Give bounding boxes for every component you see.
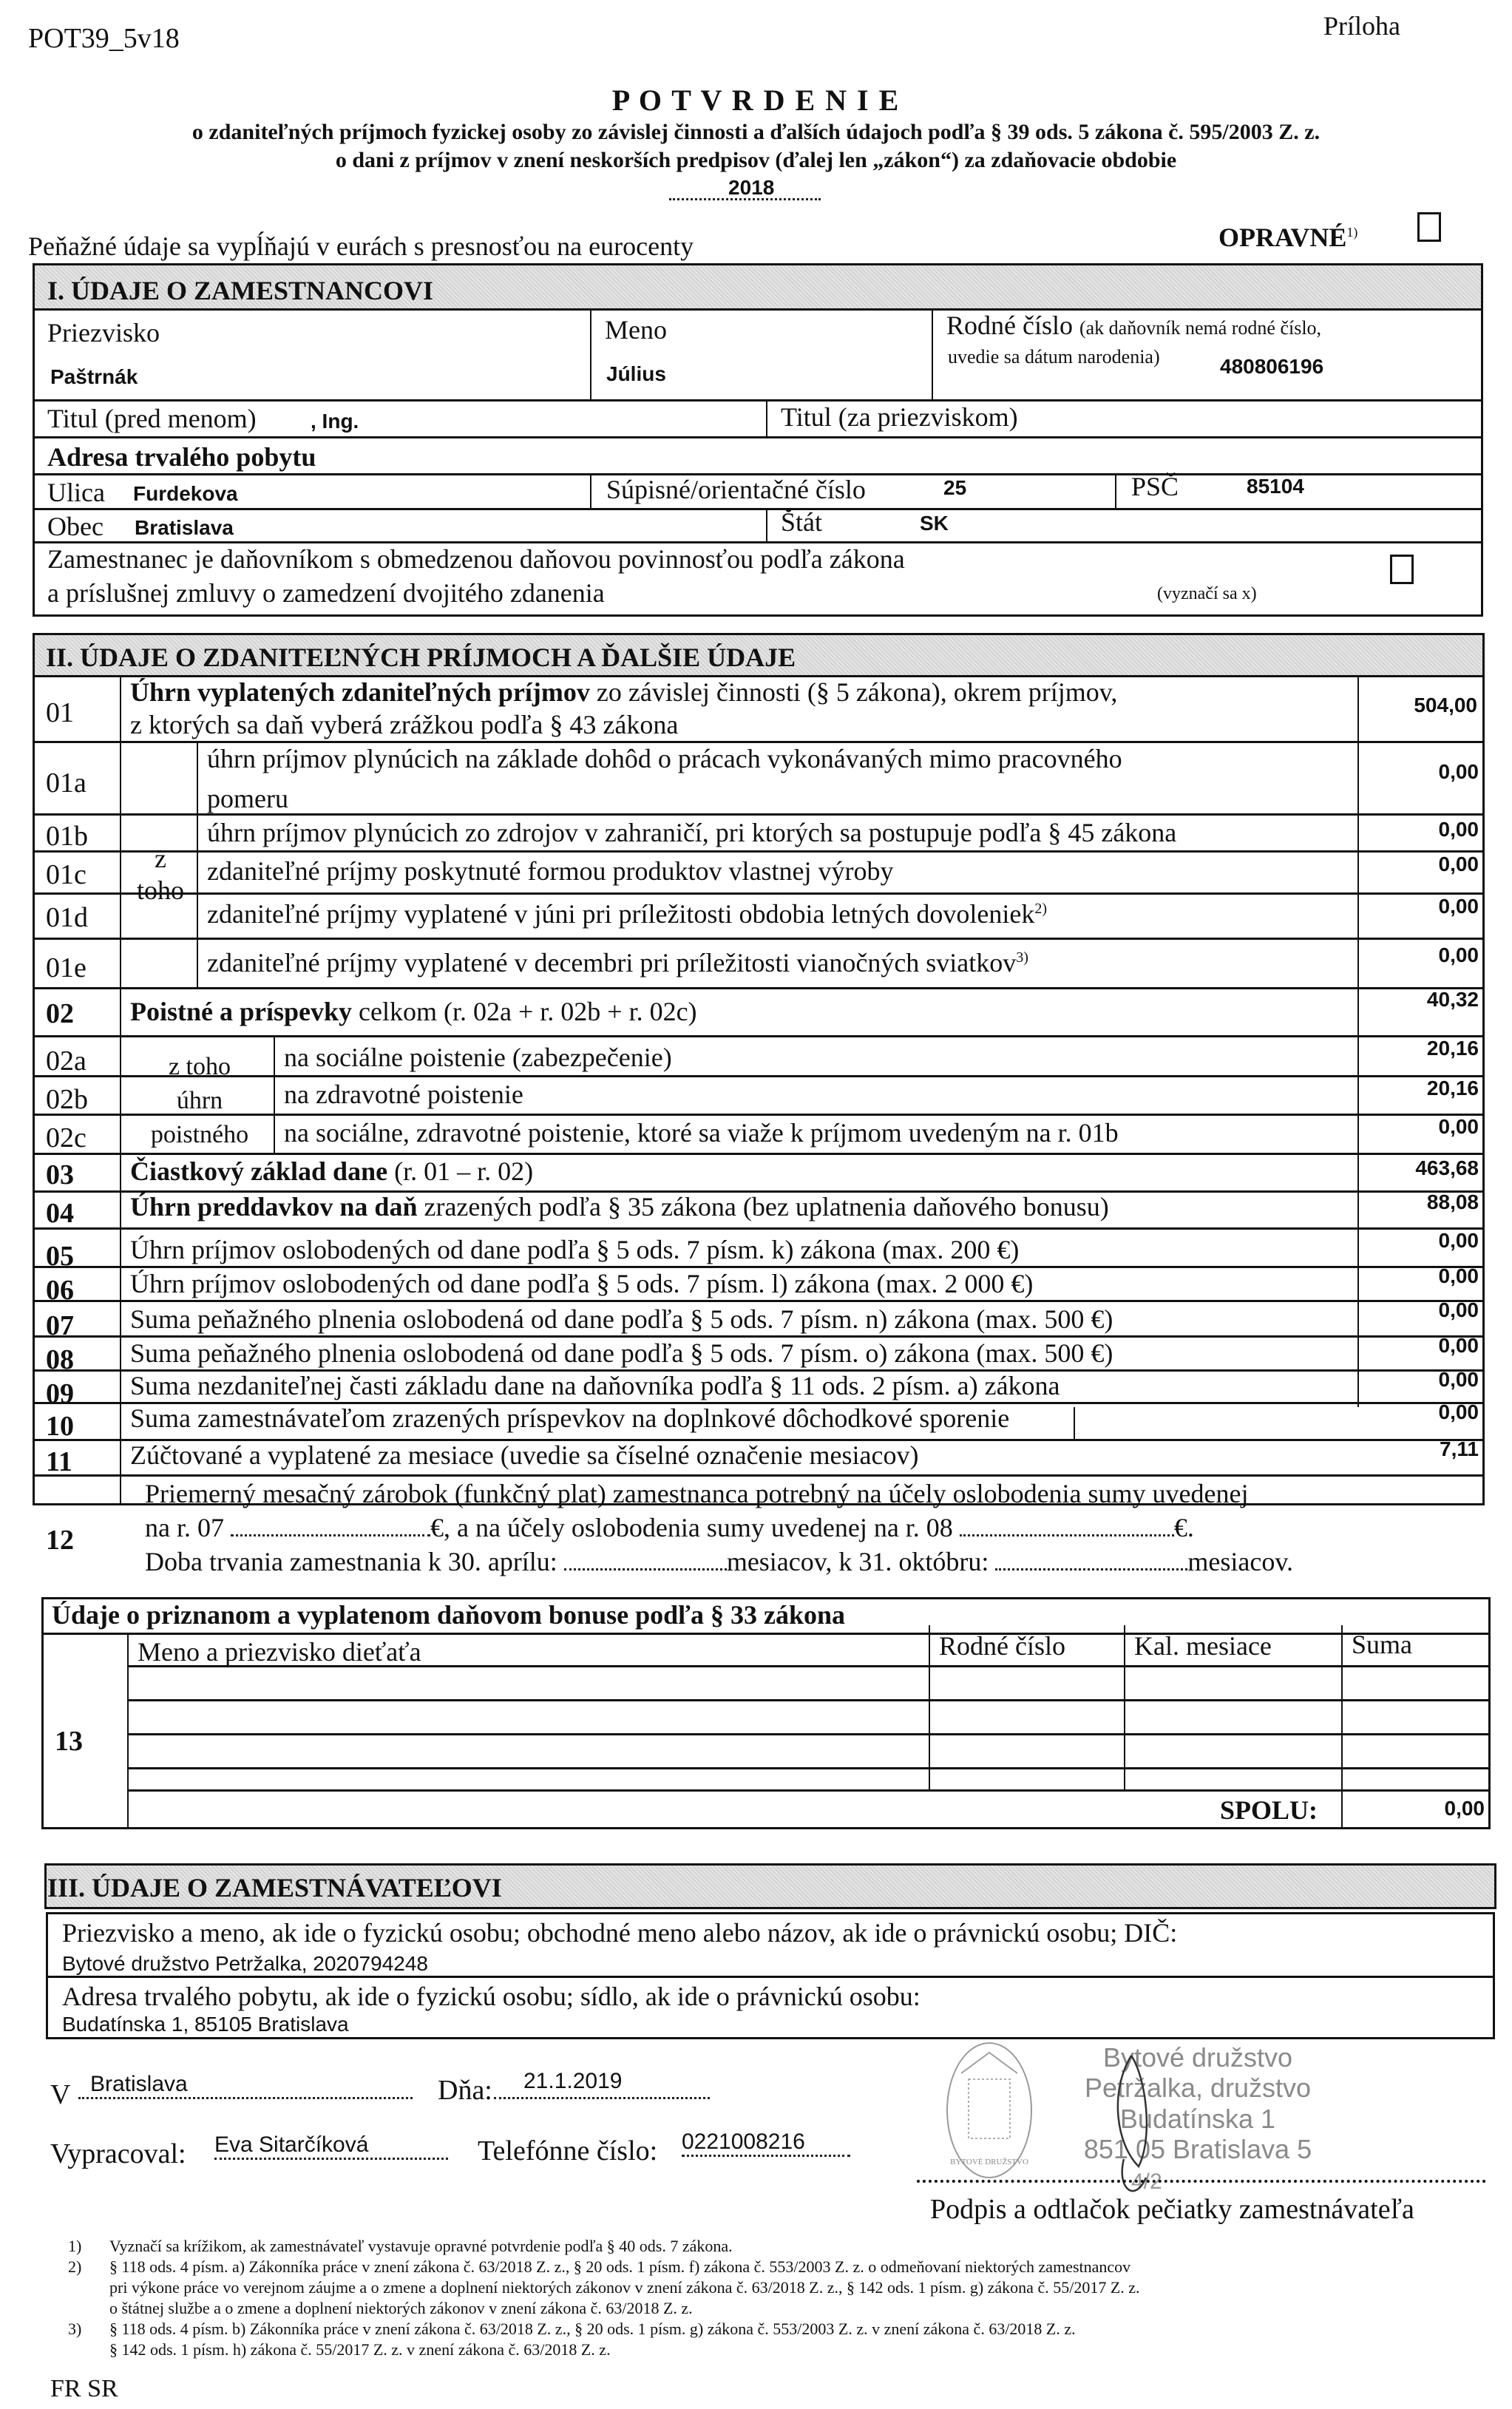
employer-name-field[interactable]: Bytové družstvo Petržalka, 2020794248	[62, 1952, 428, 1975]
row-number: 12	[46, 1525, 74, 1556]
bonus-col-header-child: Meno a priezvisko dieťaťa	[138, 1637, 421, 1667]
divider	[46, 1976, 1495, 1978]
row12-text: mesiacov.	[1187, 1547, 1294, 1576]
row-label-2: pomeru	[207, 784, 288, 813]
row-value-11[interactable]: 7,11	[1440, 1437, 1479, 1460]
row12-text: mesiacov, k 31. októbru:	[726, 1547, 996, 1576]
date-underline	[494, 2097, 710, 2099]
divider	[33, 741, 1485, 743]
divider	[1074, 1407, 1075, 1440]
row-number: 11	[46, 1446, 72, 1477]
divider	[33, 308, 1483, 311]
page-subtitle-1: o zdaniteľných príjmoch fyzickej osoby zo závislej činnosti a ďalších údajoch podľa § 39 ods. 5 zákona č. 595/2003 Z. z.	[191, 120, 1321, 144]
limited-liability-text-2: a príslušnej zmluvy o zamedzení dvojitého zdanenia	[47, 578, 605, 608]
row-label: Suma nezdaniteľnej časti základu dane na daňovníka podľa § 11 ods. 2 písm. a) zákona	[130, 1371, 1060, 1400]
row-value-01a[interactable]: 0,00	[1438, 760, 1479, 783]
divider	[766, 508, 767, 541]
row-number: 06	[46, 1275, 74, 1306]
signature-scribble-icon	[1094, 2048, 1168, 2211]
surname-field[interactable]: Paštrnák	[50, 365, 138, 388]
employer-address-field[interactable]: Budatínska 1, 85105 Bratislava	[62, 2013, 349, 2036]
prepared-by-label: Vypracoval:	[50, 2138, 186, 2169]
row-label-2: z ktorých sa daň vyberá zrážkou podľa § 43 zákona	[130, 710, 679, 739]
z-toho-uhrn-3: poistného	[150, 1120, 249, 1148]
z-toho-uhrn-label	[127, 1050, 272, 1152]
divider	[33, 1153, 1485, 1155]
row-label: Úhrn príjmov oslobodených od dane podľa § 5 ods. 7 písm. k) zákona (max. 200 €)	[130, 1235, 1020, 1264]
row-label: zdaniteľné príjmy poskytnuté formou produktov vlastnej výroby	[207, 856, 894, 886]
phone-label: Telefónne číslo:	[478, 2135, 658, 2166]
row-label-bold: Úhrn vyplatených zdaniteľných príjmov	[130, 677, 590, 707]
z-toho-2: toho	[136, 875, 184, 906]
row-value-03[interactable]: 463,68	[1415, 1156, 1479, 1179]
row12-october-field[interactable]	[995, 1568, 1187, 1571]
row-number: 01b	[46, 821, 88, 852]
place-field[interactable]: Bratislava	[90, 2072, 188, 2096]
currency-note: Peňažné údaje sa vypĺňajú v eurách s presnosťou na eurocenty	[28, 231, 694, 261]
row-label: na sociálne poistenie (zabezpečenie)	[284, 1043, 672, 1072]
row12-text: Doba trvania zamestnania k 30. aprílu:	[145, 1547, 564, 1576]
footnote-1-text: Vyznačí sa krížikom, ak zamestnávateľ vystavuje opravné potvrdenie podľa § 40 ods. 7 zákona.	[109, 2237, 733, 2255]
corrective-label	[1218, 222, 1357, 253]
name-field[interactable]: Július	[606, 362, 666, 385]
title-after-label: Titul (za priezviskom)	[781, 402, 1018, 432]
divider	[590, 308, 591, 399]
row-label-bold: Čiastkový základ dane	[130, 1156, 388, 1186]
row-value-08[interactable]: 0,00	[1438, 1334, 1479, 1357]
country-label: Štát	[781, 507, 823, 537]
footnote-3-no: 3)	[68, 2320, 82, 2338]
tax-bonus-title: Údaje o priznanom a vyplatenom daňovom bonuse podľa § 33 zákona	[52, 1600, 846, 1630]
divider	[33, 813, 1485, 816]
divider	[33, 399, 1483, 402]
row-number: 02a	[46, 1046, 87, 1077]
row-label	[130, 998, 697, 1025]
footnote-1-no: 1)	[68, 2237, 82, 2255]
birth-no-hint-1: (ak daňovník nemá rodné číslo,	[1079, 317, 1322, 339]
section-employer-title: III. ÚDAJE O ZAMESTNÁVATEĽOVI	[47, 1873, 502, 1903]
zip-label: PSČ	[1131, 472, 1179, 501]
row12-text: na r. 07	[145, 1513, 231, 1542]
country-field[interactable]: SK	[920, 512, 949, 535]
divider	[33, 1266, 1485, 1268]
stamp-seal-house-icon	[948, 2044, 1031, 2177]
row-value-04[interactable]: 88,08	[1426, 1190, 1479, 1213]
limited-liability-text-1: Zamestnanec je daňovníkom s obmedzenou daňovou povinnosťou podľa zákona	[47, 544, 905, 574]
row-value-02[interactable]: 40,32	[1426, 988, 1479, 1011]
row-label-sup: 3)	[1016, 949, 1028, 966]
prepared-by-field[interactable]: Eva Sitarčíková	[214, 2132, 369, 2157]
row-value-01c[interactable]: 0,00	[1438, 853, 1479, 875]
row-number: 01e	[46, 952, 87, 983]
row12-april-field[interactable]	[564, 1568, 727, 1571]
title-before-field[interactable]: , Ing.	[311, 410, 359, 433]
row-label-text: zrazených podľa § 35 zákona (bez uplatnenia daňového bonusu)	[417, 1192, 1109, 1222]
signature-caption: Podpis a odtlačok pečiatky zamestnávateľa	[930, 2194, 1414, 2225]
row-label-text: (r. 01 – r. 02)	[387, 1156, 534, 1186]
birth-no-hint-2: uvedie sa dátum narodenia)	[948, 346, 1160, 367]
corrective-sup: 1)	[1346, 225, 1358, 240]
divider	[33, 1075, 1485, 1077]
stamp-line: Budatínska 1	[1119, 2103, 1276, 2134]
divider	[120, 675, 121, 1503]
bonus-col-header-months: Kal. mesiace	[1134, 1631, 1272, 1661]
divider	[932, 308, 933, 399]
zip-field[interactable]: 85104	[1247, 475, 1304, 498]
row-number: 05	[46, 1241, 74, 1272]
corrective-text: OPRAVNÉ	[1218, 223, 1347, 252]
divider	[33, 1335, 1485, 1338]
row-label: úhrn príjmov plynúcich na základe dohôd o prácach vykonávaných mimo pracovného	[207, 744, 1122, 773]
divider	[590, 473, 591, 508]
footnote-2-text-1: § 118 ods. 4 písm. a) Zákonníka práce v znení zákona č. 63/2018 Z. z., § 20 ods. 1 písm. f) zákona č. 553/2003 Z. z. o odmeňovaní niektorých zamestnancov	[109, 2257, 1131, 2276]
row-number: 01d	[46, 902, 88, 933]
divider	[33, 1300, 1485, 1302]
row-number: 10	[46, 1411, 74, 1442]
date-field[interactable]: 21.1.2019	[523, 2069, 623, 2093]
stamp-line: Bytové družstvo	[1102, 2042, 1293, 2073]
row-label-text: zo závislej činnosti (§ 5 zákona), okrem príjmov,	[589, 677, 1118, 707]
row-label-text: zdaniteľné príjmy vyplatené v decembri pri príležitosti vianočných sviatkov	[207, 948, 1017, 978]
row-value-06[interactable]: 0,00	[1438, 1264, 1479, 1287]
tax-period-underline	[669, 198, 821, 200]
date-label: Dňa:	[438, 2075, 492, 2106]
row-label-text: zdaniteľné príjmy vyplatené v júni pri príležitosti obdobia letných dovoleniek	[207, 899, 1035, 929]
phone-underline	[682, 2155, 850, 2157]
signature-line[interactable]	[917, 2180, 1486, 2183]
birth-no-field[interactable]: 480806196	[1220, 355, 1324, 378]
row-value-02c[interactable]: 0,00	[1438, 1115, 1479, 1138]
divider	[127, 1789, 1491, 1792]
row12-text: €, a na účely oslobodenia sumy uvedenej na r. 08	[430, 1513, 960, 1542]
row-label: na zdravotné poistenie	[284, 1080, 523, 1109]
corrective-checkbox[interactable]	[1417, 212, 1441, 242]
row-label: Suma peňažného plnenia oslobodená od dane podľa § 5 ods. 7 písm. n) zákona (max. 500 €)	[130, 1304, 1113, 1334]
divider	[274, 1035, 275, 1153]
row12-line-3	[145, 1548, 1293, 1575]
row-label	[130, 1158, 533, 1185]
street-field[interactable]: Furdekova	[133, 482, 238, 505]
z-toho-uhrn-1: z toho	[168, 1053, 231, 1080]
limited-liability-checkbox[interactable]	[1390, 555, 1414, 584]
house-no-field[interactable]: 25	[943, 476, 967, 499]
title-before-label: Titul (pred menom)	[47, 404, 257, 433]
divider	[33, 1114, 1485, 1116]
limited-liability-hint: (vyznačí sa x)	[1157, 584, 1257, 603]
row-value-01[interactable]: 504,00	[1414, 694, 1477, 716]
row-label	[130, 1193, 1109, 1220]
row-value-02b[interactable]: 20,16	[1426, 1077, 1479, 1100]
row-label: úhrn príjmov plynúcich zo zdrojov v zahraničí, pri ktorých sa postupuje podľa § 45 zákona	[207, 818, 1177, 847]
divider	[33, 1227, 1485, 1230]
footnote-2-text-3: o štátnej službe a o zmene a doplnení niektorých zákonov v znení zákona č. 63/2018 Z. z.	[109, 2299, 693, 2317]
z-toho-1: z	[155, 844, 166, 873]
row-value-09[interactable]: 0,00	[1438, 1368, 1479, 1391]
row-label: na sociálne, zdravotné poistenie, ktoré sa viaže k príjmom uvedeným na r. 01b	[284, 1118, 1119, 1148]
row12-text: €.	[1173, 1513, 1194, 1542]
page-title: P O T V R D E N I E	[611, 84, 901, 117]
footnote-2-no: 2)	[68, 2257, 82, 2276]
row-number: 13	[55, 1726, 83, 1757]
row-value-07[interactable]: 0,00	[1438, 1298, 1479, 1321]
stamp-line: Petržalka, družstvo	[1084, 2073, 1312, 2104]
footnote-3-text-2: § 142 ods. 1 písm. h) zákona č. 55/2017 Z. z. v znení zákona č. 63/2018 Z. z.	[109, 2340, 611, 2359]
tax-period: 2018	[728, 176, 775, 199]
city-label: Obec	[47, 512, 104, 541]
row-value-01b[interactable]: 0,00	[1438, 818, 1479, 841]
form-code: POT39_5v18	[28, 23, 180, 54]
footer-org: FR SR	[50, 2375, 118, 2402]
bonus-total-label: SPOLU:	[1220, 1795, 1318, 1825]
divider	[33, 938, 1485, 940]
bonus-col-header-birth-no: Rodné číslo	[939, 1631, 1065, 1661]
divider	[1115, 473, 1116, 508]
row-number: 01	[46, 697, 74, 728]
stamp-seal-text: BYTOVÉ DRUŽSTVO	[950, 2158, 1028, 2166]
row-value-01d[interactable]: 0,00	[1438, 895, 1479, 918]
divider	[33, 1474, 1485, 1477]
stamp-line: 851 05 Bratislava 5	[1083, 2134, 1312, 2165]
row-number: 02b	[46, 1084, 88, 1115]
row-value-10[interactable]: 0,00	[1438, 1400, 1479, 1423]
surname-label: Priezvisko	[47, 318, 160, 348]
row-number: 07	[46, 1310, 74, 1341]
city-field[interactable]: Bratislava	[135, 516, 234, 539]
row12-line-1: Priemerný mesačný zárobok (funkčný plat) zamestnanca potrebný na účely oslobodenia sumy uvedenej	[145, 1479, 1249, 1508]
divider	[33, 892, 1485, 895]
place-underline	[78, 2097, 413, 2099]
row-label: Zúčtované a vyplatené za mesiace (uvedie sa číselné označenie mesiacov)	[130, 1440, 919, 1470]
divider	[33, 508, 1483, 510]
employer-address-label: Adresa trvalého pobytu, ak ide o fyzickú osobu; sídlo, ak ide o právnickú osobu:	[62, 1982, 921, 2011]
prepared-by-underline	[214, 2158, 448, 2160]
attachment-label: Príloha	[1323, 11, 1400, 41]
page-subtitle-2: o dani z príjmov v znení neskorších predpisov (ďalej len „zákon“) za zdaňovacie obdobie	[335, 148, 1177, 172]
row-number: 09	[46, 1378, 74, 1409]
divider	[33, 987, 1485, 989]
row-value-02a[interactable]: 20,16	[1426, 1037, 1479, 1060]
birth-no-label-text: Rodné číslo	[946, 311, 1073, 340]
name-label: Meno	[605, 315, 667, 345]
employer-name-label: Priezvisko a meno, ak ide o fyzickú osobu; obchodné meno alebo názov, ak ide o právnickú osobu; DIČ:	[62, 1918, 1178, 1948]
divider	[33, 436, 1483, 438]
row-number: 02	[46, 998, 74, 1029]
bonus-row[interactable]	[129, 1667, 1488, 1697]
row-label: Suma peňažného plnenia oslobodená od dane podľa § 5 ods. 7 písm. o) zákona (max. 500 €)	[130, 1338, 1113, 1368]
place-label: V	[50, 2079, 71, 2110]
stamp-text	[1035, 2042, 1360, 2165]
row-value-05[interactable]: 0,00	[1438, 1229, 1479, 1252]
stamp-number: 4/2	[1131, 2169, 1162, 2194]
divider	[33, 850, 1485, 853]
bonus-row[interactable]	[129, 1769, 1488, 1787]
section-income-title: II. ÚDAJE O ZDANITEĽNÝCH PRÍJMOCH A ĎALŠIE ÚDAJE	[46, 643, 796, 672]
row-number: 08	[46, 1344, 74, 1375]
stamp-seal-icon	[946, 2042, 1032, 2178]
row12-r08-field[interactable]	[960, 1534, 1174, 1536]
street-label: Ulica	[47, 478, 105, 507]
divider	[41, 1633, 1491, 1635]
row12-line-2	[145, 1514, 1194, 1541]
row-number: 01a	[46, 768, 87, 799]
bonus-col-header-sum: Suma	[1352, 1630, 1413, 1659]
divider	[127, 1633, 129, 1829]
bonus-row[interactable]	[129, 1735, 1488, 1765]
bonus-row[interactable]	[129, 1701, 1488, 1731]
divider	[197, 741, 198, 987]
z-toho-uhrn-2: úhrn	[176, 1086, 223, 1114]
divider	[33, 541, 1483, 543]
bonus-total-value[interactable]: 0,00	[1444, 1797, 1485, 1820]
row-label-text: celkom (r. 02a + r. 02b + r. 02c)	[352, 997, 697, 1026]
footnote-2-text-2: pri výkone práce vo verejnom záujme a o zmene a doplnení niektorých zákonov v znení zákona č. 63/2018 Z. z., § 142 ods. 1 písm. g) zákona č. 55/2017 Z. z.	[109, 2278, 1140, 2297]
row-label-bold: Poistné a príspevky	[130, 997, 353, 1026]
row-label-bold: Úhrn preddavkov na daň	[130, 1192, 418, 1222]
row-label-sup: 2)	[1034, 901, 1048, 917]
phone-field[interactable]: 0221008216	[682, 2130, 805, 2154]
address-heading: Adresa trvalého pobytu	[47, 442, 316, 472]
row-label	[130, 679, 1117, 705]
row-number: 03	[46, 1159, 74, 1190]
row-label: Suma zamestnávateľom zrazených príspevkov na doplnkové dôchodkové sporenie	[130, 1403, 1010, 1433]
row12-r07-field[interactable]	[231, 1534, 430, 1536]
row-number: 02c	[46, 1122, 87, 1153]
row-label	[207, 901, 1047, 927]
divider	[33, 1035, 1485, 1037]
section-employee-title: I. ÚDAJE O ZAMESTNANCOVI	[47, 276, 434, 305]
footnote-3-text-1: § 118 ods. 4 písm. b) Zákonníka práce v znení zákona č. 63/2018 Z. z., § 20 ods. 1 písm. g) zákona č. 553/2003 Z. z. v znení zákona č. 63/2018 Z. z.	[109, 2320, 1076, 2338]
divider	[766, 399, 767, 436]
row-value-01e[interactable]: 0,00	[1438, 943, 1479, 966]
house-no-label: Súpisné/orientačné číslo	[606, 475, 866, 504]
row-number: 04	[46, 1198, 74, 1229]
row-number: 01c	[46, 859, 87, 890]
birth-no-label	[946, 312, 1321, 339]
row-label	[207, 949, 1028, 976]
row-label: Úhrn príjmov oslobodených od dane podľa § 5 ods. 7 písm. l) zákona (max. 2 000 €)	[130, 1269, 1034, 1298]
